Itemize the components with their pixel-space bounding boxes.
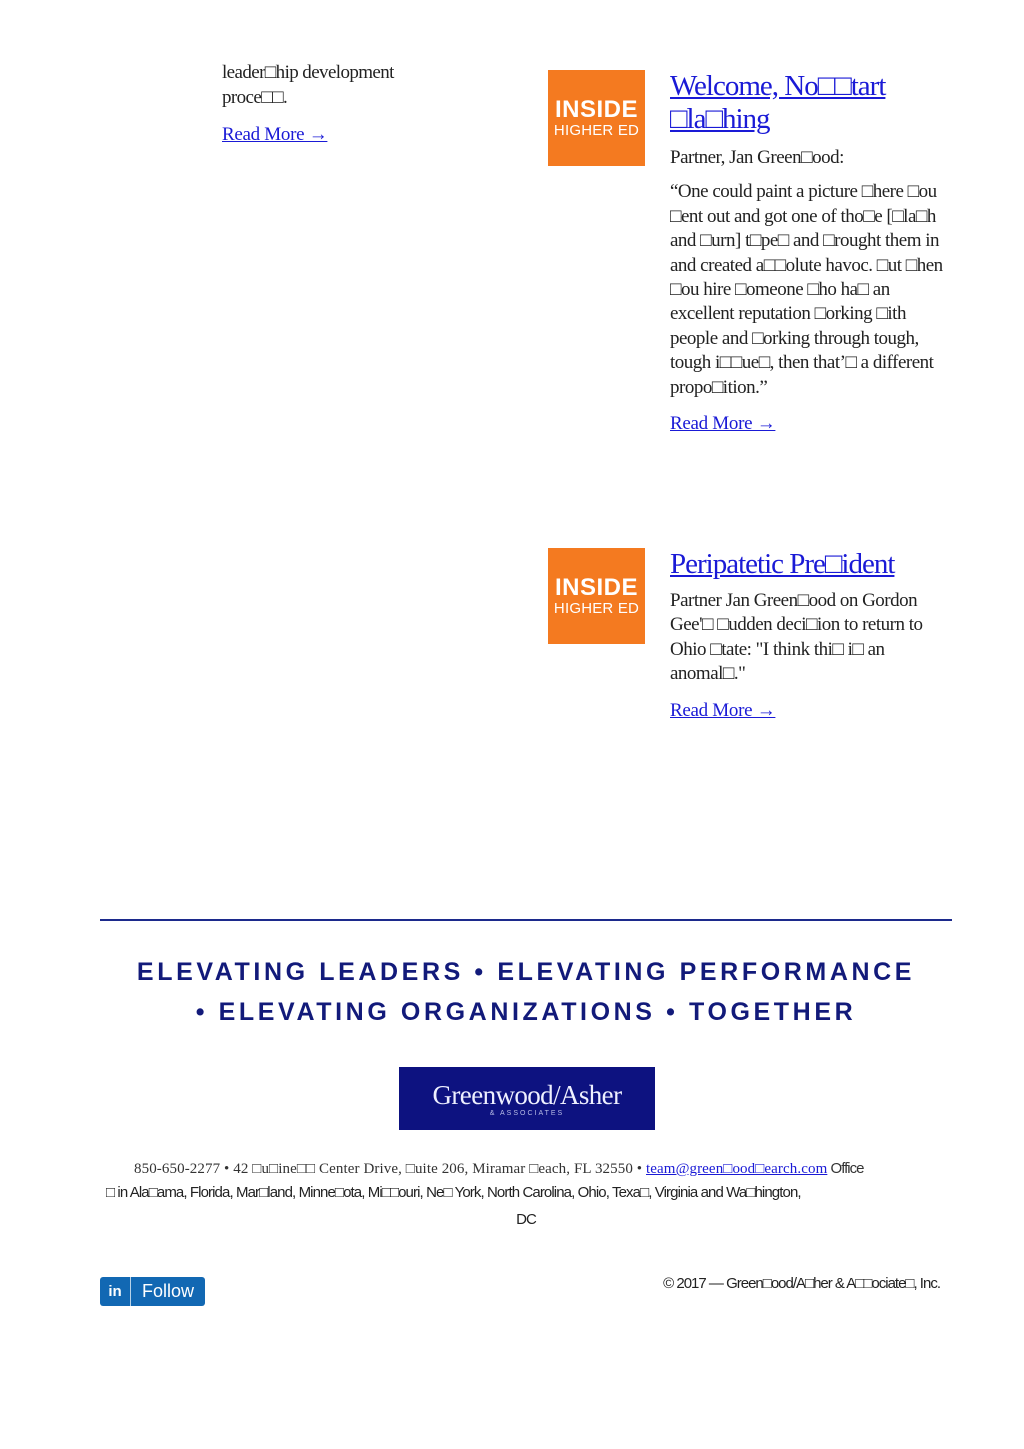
follow-label: Follow [141, 1281, 194, 1301]
read-more-link[interactable]: Read More → [670, 699, 776, 721]
read-more-link[interactable]: Read More → [670, 413, 776, 435]
footer-tagline: ELEVATING LEADERS • ELEVATING PERFORMANCE • ELEVATING ORGANIZATIONS • TOGETHER [136, 958, 916, 1026]
linkedin-icon: in [100, 1277, 131, 1306]
footer-divider [100, 919, 952, 921]
linkedin-follow-button[interactable] [100, 1277, 205, 1306]
email-link[interactable]: team@green□ood□earch.com [646, 1161, 828, 1177]
article-quote: “One could paint a picture □here □ou □ent out and got one of tho□e [□la□h and □urn] t□pe□ and □rought them in and created a□□olute havoc. □ut □hen □ou hire □omeone □ho ha□ an excellent reputation □orking □ith people and □orking through tough, tough i□□ue□, then that’□ a different propo□ition.” [670, 181, 943, 398]
contact-info [100, 1159, 952, 1233]
article-title-link[interactable]: Peripatetic Pre□ident [670, 548, 895, 580]
offices-line: □ in Ala□ama, Florida, Mar□land, Minne□ota, Mi□□ouri, Ne□ York, North Carolina, Ohio, Texa□, Virginia and Wa□hington, [106, 1184, 801, 1201]
inside-higher-ed-thumbnail[interactable]: INSIDE HIGHER ED [548, 548, 645, 644]
contact-line: 850-650-2277 • 42 □u□ine□□ Center Drive, □uite 206, Miramar □each, FL 32550 • team@green□ood□earch.com Office [134, 1160, 864, 1177]
fragment-text: leader□hip development proce□□. [222, 62, 394, 108]
article-body [670, 548, 950, 722]
company-logo[interactable]: Greenwood/Asher & ASSOCIATES [399, 1067, 655, 1130]
article-paragraph: Partner Jan Green□ood on Gordon Gee'□ □udden deci□ion to return to Ohio □tate: "I think thi□ i□ an anomal□." [670, 590, 923, 685]
inside-higher-ed-thumbnail[interactable]: INSIDE HIGHER ED [548, 70, 645, 166]
article-title-link[interactable]: Welcome, No□□tart □la□hing [670, 70, 886, 135]
article-fragment [222, 60, 462, 146]
article-paragraph: Partner, Jan Green□ood: [670, 147, 844, 168]
offices-tail: DC [516, 1211, 536, 1228]
copyright-text: © 2017 — Green□ood/A□her & A□□ociate□, Inc. [663, 1275, 940, 1292]
article-body [670, 70, 950, 435]
read-more-link[interactable]: Read More → [222, 124, 328, 145]
